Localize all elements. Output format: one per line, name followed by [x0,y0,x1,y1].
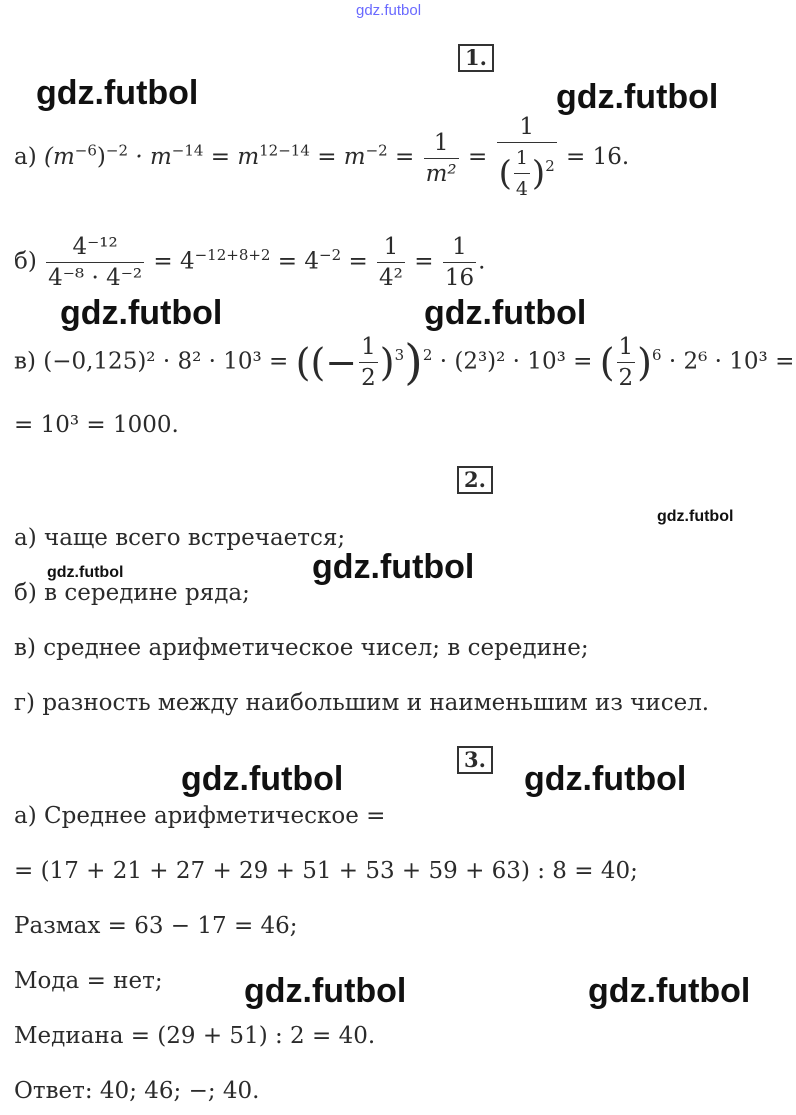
task-1b-fraction-3: $\frac{1}{16}$ [444,234,475,291]
watermark: gdz.futbol [244,972,407,1010]
task-1a-s2: −2 [105,141,129,160]
task-3-number: 3. [457,746,493,774]
watermark: gdz.futbol [588,972,751,1010]
watermark: gdz.futbol [524,760,687,798]
task-1c-tail: · 2⁶ · 10³ = [661,348,795,375]
watermark: gdz.futbol [424,294,587,332]
task-1c-inner-open: ((− [295,340,358,385]
task-1a-fraction-1: $\frac{1}{\text{m²}}$ [425,129,457,187]
task-1b-fraction-1: $\frac{\text{4⁻¹²}}{\text{4⁻⁸ · 4⁻²}}$ [48,234,143,291]
task-1a-p7: = [460,144,495,170]
task-1a-p5: = m [309,144,366,170]
task-2d: г) разность между наибольшим и наименьшим из чисел. [14,690,710,716]
task-1c-outer-sup: 2 [422,345,433,364]
task-3-line5: Медиана = (29 + 51) : 2 = 40. [14,1023,376,1049]
watermark: gdz.futbol [657,508,734,525]
task-1a-s5: −2 [365,141,388,160]
task-1c-f-sup: 6 [652,345,662,364]
task-1a-prefix: а) [14,144,37,170]
task-1a-fraction-2: 1 ( $\frac{1}{4}$ )$^2$ [497,112,557,204]
task-1b-mid: = 4 [146,248,195,275]
task-1c-open-paren: ( [599,340,615,385]
task-3-line1: а) Среднее арифметическое = [14,803,386,829]
task-1a-line [14,112,629,204]
task-1a-p3: · m [128,144,172,170]
task-1c-right: · (2³)² · 10³ = [432,348,600,375]
task-1c-inner-fraction: $\frac{1}{2}$ [361,334,376,391]
watermark: gdz.futbol [181,760,344,798]
task-1a-s3: −14 [171,141,204,160]
task-3-line6: Ответ: 40; 46; −; 40. [14,1078,260,1104]
task-1c-inner-sup: 3 [394,345,405,364]
task-1b-fraction-2: $\frac{1}{\text{4²}}$ [379,234,403,291]
task-1c-left: (−0,125)² · 8² · 10³ = [43,348,296,375]
task-1c-prefix: в) [14,348,36,375]
task-1b-eq: = [341,248,376,275]
watermark: gdz.futbol [312,548,475,586]
task-3-line3: Размах = 63 − 17 = 46; [14,913,298,939]
task-1c-close-paren: ) [637,340,652,385]
task-1b-mid-sup: −12+8+2 [194,245,271,264]
watermark: gdz.futbol [36,74,199,112]
task-3-line2: = (17 + 21 + 27 + 29 + 51 + 53 + 59 + 63) : 8 = 40; [14,858,638,884]
watermark: gdz.futbol [47,564,124,581]
task-1b-line [14,232,485,293]
task-1c-fraction: $\frac{1}{2}$ [618,334,634,391]
task-2a: а) чаще всего встречается; [14,525,346,551]
task-1a-s4: 12−14 [259,141,310,160]
task-1b-eq2: = [406,248,441,275]
task-2-number: 2. [457,466,493,494]
task-1b-prefix: б) [14,248,37,275]
task-1b-mid2-sup: −2 [319,245,342,264]
task-2c: в) среднее арифметическое чисел; в середине; [14,635,589,661]
task-1c-line [14,332,794,393]
watermark: gdz.futbol [60,294,223,332]
task-1b-mid2: = 4 [270,248,320,275]
task-1b-end: . [478,248,486,275]
task-1a-p2: ) [96,144,106,170]
task-1a-result: = 16. [558,144,630,170]
task-2b: б) в середине ряда; [14,580,250,606]
task-1-number: 1. [458,44,494,72]
task-1a-p6: = [387,144,422,170]
task-1c-line2: = 10³ = 1000. [14,412,179,438]
watermark: gdz.futbol [556,78,719,116]
task-1c-outer-close: ) [404,334,423,391]
task-1a-p1: (m [44,144,75,170]
watermark-top: gdz.futbol [356,2,422,19]
task-1c-inner-close: ) [379,340,395,385]
task-3-line4: Мода = нет; [14,968,163,994]
task-1a-p4: = m [203,144,260,170]
task-1a-s1: −6 [74,141,97,160]
